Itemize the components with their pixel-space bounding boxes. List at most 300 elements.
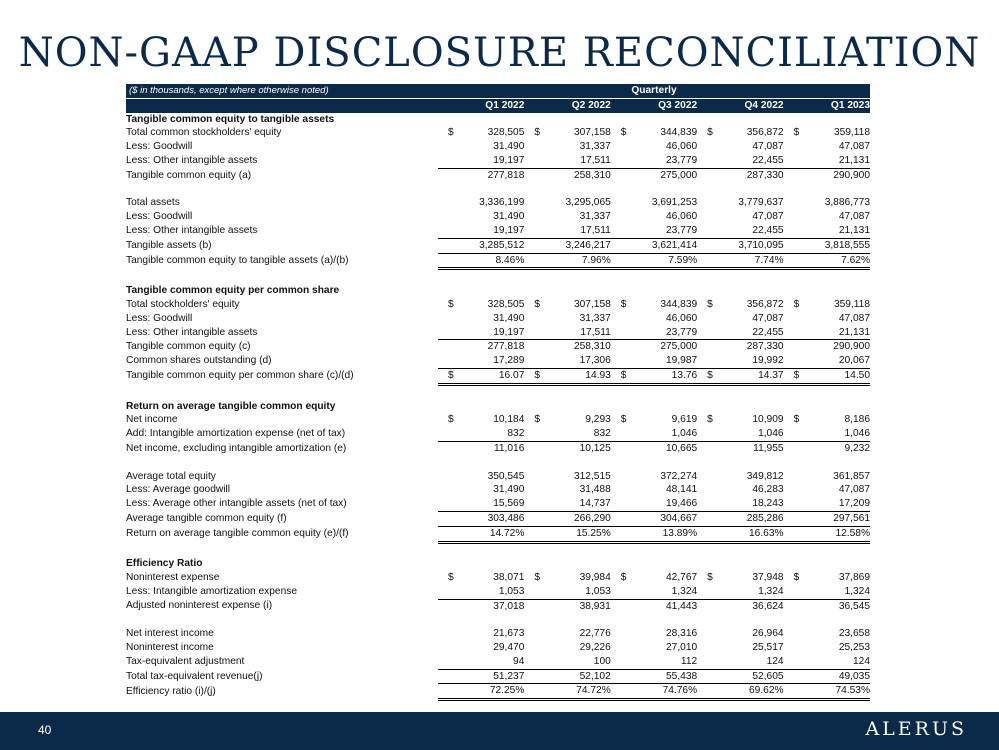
currency-symbol: $ xyxy=(707,298,713,310)
cell-value: 22,776 xyxy=(579,628,611,640)
value-cell xyxy=(784,599,870,613)
empty-cell xyxy=(524,456,610,470)
cell-value: 287,330 xyxy=(746,341,784,353)
value-cell xyxy=(697,655,783,669)
empty-cell xyxy=(438,400,524,414)
currency-symbol: $ xyxy=(620,414,627,426)
cell-value: 14,737 xyxy=(579,498,611,510)
empty-cell xyxy=(126,269,438,284)
empty-cell xyxy=(784,384,870,399)
value-cell xyxy=(611,354,697,368)
empty-cell xyxy=(784,269,870,284)
cell-value: 18,243 xyxy=(752,498,784,510)
empty-cell xyxy=(438,269,524,284)
row-label: Less: Other intangible assets xyxy=(126,155,258,167)
cell-value: 3,886,773 xyxy=(824,197,871,209)
empty-cell xyxy=(784,542,870,557)
cell-value: 42,767 xyxy=(666,572,698,584)
row-label: Less: Other intangible assets xyxy=(126,225,258,237)
cell-value: 47,087 xyxy=(752,141,784,153)
cell-value: 9,293 xyxy=(585,414,611,426)
value-cell xyxy=(524,497,610,511)
value-cell xyxy=(524,585,610,599)
cell-value: 37,948 xyxy=(752,572,784,584)
value-cell xyxy=(697,312,783,326)
value-cell xyxy=(438,253,524,269)
cell-value: 17,209 xyxy=(838,498,871,510)
empty-cell xyxy=(524,284,610,298)
cell-value: 49,035 xyxy=(838,670,871,682)
cell-value: 124 xyxy=(853,655,871,667)
value-cell xyxy=(524,470,610,484)
cell-value: 258,310 xyxy=(573,169,611,181)
cell-value: 3,818,555 xyxy=(824,239,871,251)
table-row xyxy=(126,368,870,384)
value-cell xyxy=(524,312,610,326)
cell-value: 36,624 xyxy=(752,600,784,612)
cell-value: 19,197 xyxy=(493,154,525,166)
value-cell xyxy=(697,483,783,497)
cell-value: 14.72% xyxy=(489,527,525,539)
table-row xyxy=(126,224,870,238)
value-cell xyxy=(697,354,783,368)
cell-value: 38,071 xyxy=(493,572,525,584)
table-row xyxy=(126,253,870,269)
cell-value: 27,010 xyxy=(666,642,698,654)
cell-value: 26,964 xyxy=(752,628,784,640)
value-cell xyxy=(611,627,697,641)
empty-cell xyxy=(697,456,783,470)
value-cell xyxy=(438,312,524,326)
cell-value: 1,324 xyxy=(844,585,871,597)
currency-symbol: $ xyxy=(448,127,454,139)
value-cell xyxy=(697,571,783,585)
value-cell xyxy=(784,168,870,182)
cell-value: 258,310 xyxy=(573,341,611,353)
cell-value: 28,316 xyxy=(666,628,698,640)
table-row xyxy=(126,154,870,168)
table-row xyxy=(126,684,870,700)
cell-value: 356,872 xyxy=(746,127,784,139)
cell-value: 31,490 xyxy=(493,211,525,223)
column-header-q2-2022: Q2 2022 xyxy=(524,98,610,112)
value-cell xyxy=(784,126,870,140)
value-cell xyxy=(611,238,697,253)
cell-value: 31,337 xyxy=(579,211,611,223)
value-cell xyxy=(697,627,783,641)
table-row xyxy=(126,497,870,511)
empty-cell xyxy=(611,284,697,298)
cell-value: 297,561 xyxy=(833,512,871,524)
row-label: Average total equity xyxy=(126,470,216,482)
row-label: Average tangible common equity (f) xyxy=(126,512,287,524)
value-cell xyxy=(438,511,524,526)
cell-value: 19,197 xyxy=(493,224,525,236)
cell-value: 22,455 xyxy=(752,326,784,338)
cell-value: 3,691,253 xyxy=(651,197,698,209)
value-cell xyxy=(784,253,870,269)
table-row xyxy=(126,340,870,354)
cell-value: 39,984 xyxy=(579,572,611,584)
value-cell xyxy=(438,526,524,542)
cell-value: 3,285,512 xyxy=(479,239,525,251)
table-row xyxy=(126,326,870,340)
cell-value: 11,955 xyxy=(753,442,784,454)
page-title: NON-GAAP DISCLOSURE RECONCILIATION xyxy=(18,30,981,76)
table-row xyxy=(126,585,870,599)
value-cell xyxy=(697,326,783,340)
cell-value: 14.50 xyxy=(844,369,871,381)
cell-value: 3,295,065 xyxy=(565,197,611,209)
value-cell xyxy=(611,483,697,497)
value-cell xyxy=(524,684,610,700)
cell-value: 23,779 xyxy=(666,326,698,338)
value-cell xyxy=(438,140,524,154)
empty-cell xyxy=(697,557,783,571)
cell-value: 94 xyxy=(513,655,525,667)
empty-cell xyxy=(438,284,524,298)
currency-symbol: $ xyxy=(707,572,713,584)
value-cell xyxy=(438,585,524,599)
currency-symbol: $ xyxy=(534,369,541,381)
value-cell xyxy=(784,470,870,484)
value-cell xyxy=(611,154,697,168)
spacer-row xyxy=(126,269,870,284)
value-cell xyxy=(524,413,610,427)
cell-value: 1,046 xyxy=(758,428,784,440)
row-label: Return on average tangible common equity (e)/(f) xyxy=(126,528,349,540)
cell-value: 9,232 xyxy=(844,442,871,454)
value-cell xyxy=(697,427,783,441)
cell-value: 124 xyxy=(766,655,784,667)
value-cell xyxy=(524,669,610,684)
spacer-row xyxy=(126,384,870,399)
value-cell xyxy=(611,340,697,354)
currency-symbol: $ xyxy=(793,572,800,584)
empty-cell xyxy=(438,113,524,127)
value-cell xyxy=(784,627,870,641)
cell-value: 37,869 xyxy=(838,572,871,584)
cell-value: 38,931 xyxy=(579,600,611,612)
cell-value: 14.37 xyxy=(758,369,784,381)
currency-symbol: $ xyxy=(448,572,454,584)
cell-value: 1,053 xyxy=(498,585,525,597)
value-cell xyxy=(784,238,870,253)
empty-cell xyxy=(524,542,610,557)
value-cell xyxy=(524,168,610,182)
cell-value: 13.76 xyxy=(671,369,698,381)
value-cell xyxy=(438,340,524,354)
cell-value: 10,665 xyxy=(666,442,698,454)
value-cell xyxy=(438,210,524,224)
value-cell xyxy=(524,483,610,497)
cell-value: 47,087 xyxy=(838,484,871,496)
cell-value: 46,060 xyxy=(666,312,698,324)
section-header-row xyxy=(126,557,870,571)
value-cell xyxy=(611,655,697,669)
value-cell xyxy=(784,427,870,441)
table-row xyxy=(126,441,870,455)
value-cell xyxy=(524,224,610,238)
value-cell xyxy=(611,441,697,455)
value-cell xyxy=(524,298,610,312)
cell-value: 275,000 xyxy=(660,169,698,181)
cell-value: 277,818 xyxy=(487,169,525,181)
row-label: Tangible assets (b) xyxy=(126,239,212,251)
value-cell xyxy=(784,655,870,669)
row-label: Total stockholders' equity xyxy=(126,298,240,310)
empty-cell xyxy=(697,384,783,399)
empty-cell xyxy=(126,456,438,470)
row-label: Total tax-equivalent revenue(j) xyxy=(126,670,263,682)
cell-value: 15,569 xyxy=(493,498,525,510)
cell-value: 16.63% xyxy=(749,527,784,539)
cell-value: 72.25% xyxy=(489,685,525,697)
cell-value: 7.62% xyxy=(841,254,871,266)
cell-value: 29,470 xyxy=(493,642,525,654)
cell-value: 1,324 xyxy=(758,585,784,597)
value-cell xyxy=(524,354,610,368)
empty-cell xyxy=(438,384,524,399)
row-label: Tangible common equity per common share (c)/(d) xyxy=(126,370,354,382)
cell-value: 1,053 xyxy=(585,585,611,597)
value-cell xyxy=(697,470,783,484)
empty-cell xyxy=(524,613,610,627)
table-row xyxy=(126,354,870,368)
value-cell xyxy=(697,413,783,427)
value-cell xyxy=(524,441,610,455)
value-cell xyxy=(438,441,524,455)
value-cell xyxy=(784,511,870,526)
cell-value: 52,102 xyxy=(579,670,611,682)
cell-value: 31,337 xyxy=(579,141,611,153)
value-cell xyxy=(784,210,870,224)
value-cell xyxy=(438,168,524,182)
table-row xyxy=(126,511,870,526)
empty-cell xyxy=(524,384,610,399)
cell-value: 13.89% xyxy=(662,527,698,539)
table-row xyxy=(126,655,870,669)
value-cell xyxy=(611,368,697,384)
row-label: Adjusted noninterest expense (i) xyxy=(126,600,273,612)
cell-value: 74.72% xyxy=(576,685,611,697)
cell-value: 23,779 xyxy=(666,224,698,236)
value-cell xyxy=(697,511,783,526)
cell-value: 285,286 xyxy=(746,512,784,524)
value-cell xyxy=(697,599,783,613)
value-cell xyxy=(438,326,524,340)
cell-value: 16.07 xyxy=(498,369,525,381)
empty-cell xyxy=(697,269,783,284)
cell-value: 46,060 xyxy=(666,141,698,153)
cell-value: 31,488 xyxy=(579,484,611,496)
section-title: Tangible common equity per common share xyxy=(126,285,340,297)
column-header-q3-2022: Q3 2022 xyxy=(611,98,697,112)
empty-cell xyxy=(438,183,524,197)
cell-value: 19,987 xyxy=(666,355,698,367)
value-cell xyxy=(438,669,524,684)
currency-symbol: $ xyxy=(793,127,800,139)
currency-symbol: $ xyxy=(448,369,454,381)
cell-value: 3,336,199 xyxy=(479,197,525,209)
spacer-row xyxy=(126,456,870,470)
row-label: Add: Intangible amortization expense (net of tax) xyxy=(126,428,346,440)
cell-value: 41,443 xyxy=(666,600,698,612)
value-cell xyxy=(697,368,783,384)
currency-symbol: $ xyxy=(448,298,454,310)
value-cell xyxy=(438,470,524,484)
value-cell xyxy=(697,340,783,354)
cell-value: 48,141 xyxy=(666,484,698,496)
currency-symbol: $ xyxy=(707,127,713,139)
quarterly-header: Quarterly xyxy=(438,84,870,98)
section-header-row xyxy=(126,400,870,414)
value-cell xyxy=(784,684,870,700)
value-cell xyxy=(438,641,524,655)
cell-value: 312,515 xyxy=(573,470,611,482)
cell-value: 17,511 xyxy=(580,326,611,338)
row-label: Efficiency ratio (i)/(j) xyxy=(126,685,216,697)
cell-value: 307,158 xyxy=(573,298,611,310)
value-cell xyxy=(524,526,610,542)
value-cell xyxy=(438,655,524,669)
value-cell xyxy=(697,497,783,511)
currency-symbol: $ xyxy=(707,369,713,381)
cell-value: 51,237 xyxy=(493,670,525,682)
empty-cell xyxy=(126,542,438,557)
empty-cell xyxy=(524,183,610,197)
table-row xyxy=(126,168,870,182)
empty-cell xyxy=(126,384,438,399)
empty-cell xyxy=(611,456,697,470)
cell-value: 3,710,095 xyxy=(738,239,784,251)
cell-value: 1,046 xyxy=(671,428,698,440)
cell-value: 3,246,217 xyxy=(565,239,611,251)
section-header-row xyxy=(126,284,870,298)
value-cell xyxy=(611,312,697,326)
table-row xyxy=(126,571,870,585)
value-cell xyxy=(524,427,610,441)
value-cell xyxy=(611,599,697,613)
cell-value: 46,060 xyxy=(666,211,698,223)
cell-value: 7.96% xyxy=(581,254,611,266)
section-title: Tangible common equity to tangible assets xyxy=(126,113,335,125)
value-cell xyxy=(697,168,783,182)
value-cell xyxy=(611,210,697,224)
value-cell xyxy=(438,238,524,253)
row-label: Net interest income xyxy=(126,628,214,640)
cell-value: 287,330 xyxy=(746,169,784,181)
row-label: Tangible common equity to tangible assets (a)/(b) xyxy=(126,255,349,267)
section-header-row xyxy=(126,113,870,127)
value-cell xyxy=(524,599,610,613)
value-cell xyxy=(784,497,870,511)
cell-value: 17,511 xyxy=(580,154,611,166)
value-cell xyxy=(784,669,870,684)
cell-value: 290,900 xyxy=(833,169,871,181)
value-cell xyxy=(611,669,697,684)
cell-value: 832 xyxy=(507,428,525,440)
table-row xyxy=(126,669,870,684)
row-label: Less: Average goodwill xyxy=(126,484,231,496)
cell-value: 3,779,637 xyxy=(738,197,784,209)
empty-cell xyxy=(438,456,524,470)
cell-value: 303,486 xyxy=(487,512,525,524)
value-cell xyxy=(784,196,870,210)
value-cell xyxy=(524,627,610,641)
empty-cell xyxy=(438,557,524,571)
currency-symbol: $ xyxy=(620,298,627,310)
value-cell xyxy=(697,196,783,210)
cell-value: 31,490 xyxy=(493,141,525,153)
value-cell xyxy=(524,655,610,669)
empty-cell xyxy=(126,183,438,197)
cell-value: 20,067 xyxy=(838,355,871,367)
row-label: Total assets xyxy=(126,197,180,209)
value-cell xyxy=(611,427,697,441)
empty-cell xyxy=(126,613,438,627)
empty-cell xyxy=(611,183,697,197)
spacer-row xyxy=(126,542,870,557)
cell-value: 25,253 xyxy=(838,642,871,654)
value-cell xyxy=(697,669,783,684)
cell-value: 47,087 xyxy=(752,211,784,223)
cell-value: 55,438 xyxy=(666,670,698,682)
value-cell xyxy=(438,571,524,585)
cell-value: 74.53% xyxy=(835,685,871,697)
table-row xyxy=(126,483,870,497)
row-label: Total common stockholders' equity xyxy=(126,127,282,139)
cell-value: 69.62% xyxy=(749,685,784,697)
currency-symbol: $ xyxy=(534,127,541,139)
empty-cell xyxy=(697,284,783,298)
value-cell xyxy=(784,340,870,354)
cell-value: 17,289 xyxy=(493,355,525,367)
cell-value: 10,125 xyxy=(579,442,611,454)
cell-value: 17,306 xyxy=(579,355,611,367)
column-header-row xyxy=(126,98,870,112)
section-title: Efficiency Ratio xyxy=(126,558,203,570)
cell-value: 361,857 xyxy=(833,470,871,482)
empty-cell xyxy=(697,542,783,557)
value-cell xyxy=(438,196,524,210)
value-cell xyxy=(784,154,870,168)
value-cell xyxy=(784,413,870,427)
cell-value: 19,466 xyxy=(666,498,698,510)
value-cell xyxy=(438,354,524,368)
value-cell xyxy=(524,326,610,340)
cell-value: 36,545 xyxy=(838,600,871,612)
value-cell xyxy=(524,511,610,526)
empty-cell xyxy=(784,557,870,571)
cell-value: 74.76% xyxy=(662,685,698,697)
value-cell xyxy=(611,298,697,312)
table-row xyxy=(126,312,870,326)
empty-cell xyxy=(611,400,697,414)
cell-value: 11,016 xyxy=(493,442,525,454)
value-cell xyxy=(697,210,783,224)
currency-symbol: $ xyxy=(448,414,454,426)
cell-value: 275,000 xyxy=(660,341,698,353)
value-cell xyxy=(611,413,697,427)
cell-value: 349,812 xyxy=(746,470,784,482)
row-label: Less: Goodwill xyxy=(126,211,193,223)
cell-value: 46,283 xyxy=(752,484,784,496)
spacer-row xyxy=(126,613,870,627)
value-cell xyxy=(784,526,870,542)
row-label: Less: Goodwill xyxy=(126,312,193,324)
value-cell xyxy=(611,571,697,585)
